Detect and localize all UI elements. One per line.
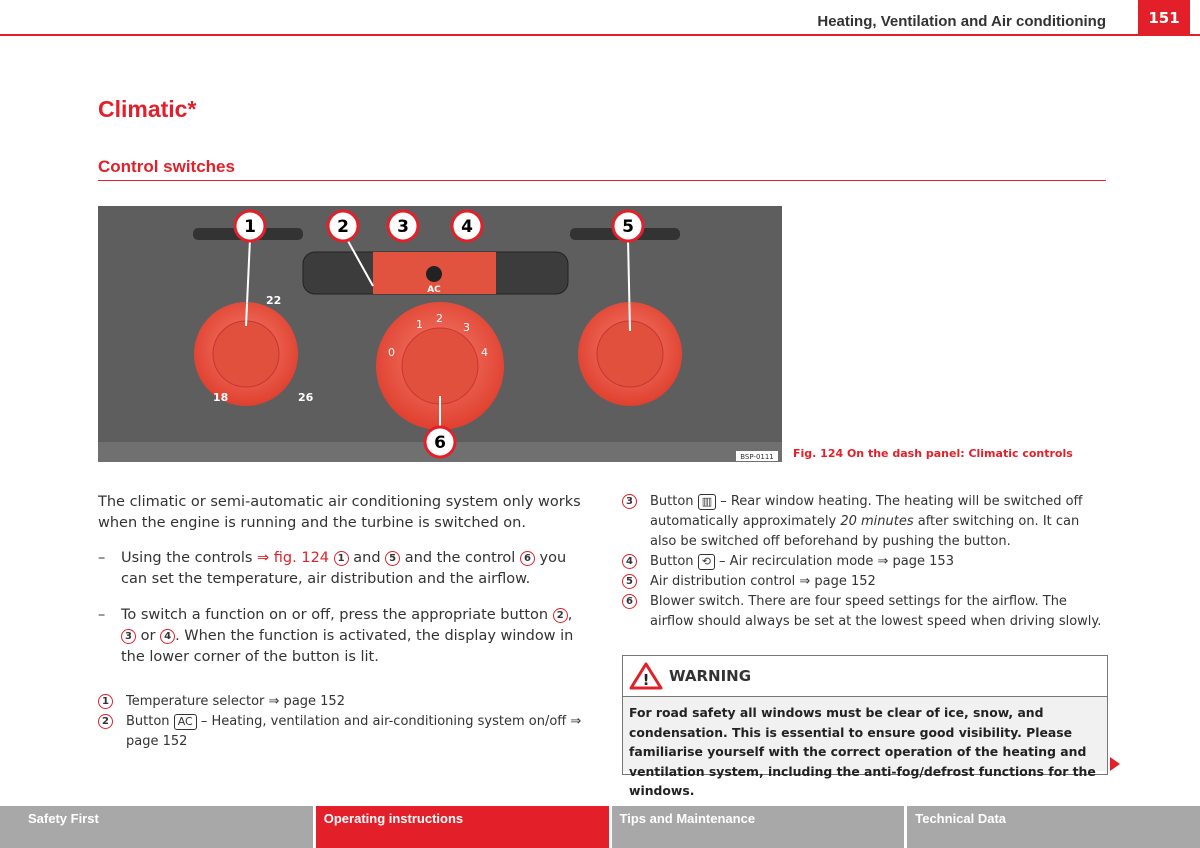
running-header: Heating, Ventilation and Air conditioning [817,13,1106,30]
temp-label: 22 [266,294,282,307]
list-item: 1 Temperature selector ⇒ page 152 [98,692,588,712]
list-item: 3 Button ▥ – Rear window heating. The heating will be switched off automatically approximately 20 minutes after switching on. It can also be switched off beforehand by pushing the button. [622,492,1108,552]
legend-list-right [622,492,1108,632]
figure-link[interactable]: ⇒ fig. 124 [257,550,330,566]
footer-tab-safety-first[interactable]: Safety First [0,806,313,848]
fan-label: 0 [388,346,395,359]
intro-paragraph: The climatic or semi-automatic air conditioning system only works when the engine is running and the turbine is switched on. [98,494,581,531]
ac-label: AC [427,285,441,295]
fan-label: 2 [436,312,443,325]
list-item: 2 Button AC – Heating, ventilation and air-conditioning system on/off ⇒ page 152 [98,712,588,752]
footer-tab-operating-instructions[interactable]: Operating instructions [316,806,609,848]
warning-title: WARNING [669,667,752,685]
bullet-2: – To switch a function on or off, press the appropriate button 2 , 3 or 4 . When the function is activated, the display window in the lower corner of the button is lit. [98,607,574,665]
warning-triangle-icon [629,662,663,690]
footer-tab-tips-maintenance[interactable]: Tips and Maintenance [612,806,905,848]
page-number: 151 [1138,0,1190,35]
fan-label: 3 [463,321,470,334]
svg-text:4: 4 [461,217,473,237]
climatic-controls-figure [98,206,782,462]
page-title: Climatic* [98,96,197,122]
temp-label: 18 [213,391,229,404]
svg-text:6: 6 [434,433,446,453]
figure-code: BSP-0111 [740,453,774,461]
temp-label: 26 [298,391,314,404]
footer-nav [0,806,1200,848]
svg-text:2: 2 [337,217,349,237]
svg-text:1: 1 [244,217,256,237]
footer-tab-technical-data[interactable]: Technical Data [907,806,1200,848]
fan-label: 1 [416,318,423,331]
svg-text:5: 5 [622,217,634,237]
header-rule [0,34,1200,36]
warning-text: For road safety all windows must be clear of ice, snow, and condensation. This is essential to ensure good visibility. Please familiarise yourself with the correct operation of the heating and ventilation system, including the anti-fog/defrost functions for the windows. [623,697,1107,771]
bullet-1: – Using the controls ⇒ fig. 124 1 and 5 and the control 6 you can set the temperature, air distribution and the airflow. [98,550,567,587]
figure-caption: Fig. 124 On the dash panel: Climatic controls [793,447,1073,460]
list-item: 6 Blower switch. There are four speed settings for the airflow. The airflow should always be set at the lowest speed when driving slowly. [622,592,1108,632]
next-page-arrow-icon[interactable] [1110,757,1120,771]
list-item: 4 Button ⟲ – Air recirculation mode ⇒ page 153 [622,552,1108,572]
legend-list-left [98,692,588,752]
fan-label: 4 [481,346,488,359]
section-rule [98,180,1106,181]
svg-text:3: 3 [397,217,409,237]
list-item: 5 Air distribution control ⇒ page 152 [622,572,1108,592]
section-title: Control switches [98,157,235,176]
warning-box [622,655,1108,798]
svg-text:!: ! [642,671,650,689]
